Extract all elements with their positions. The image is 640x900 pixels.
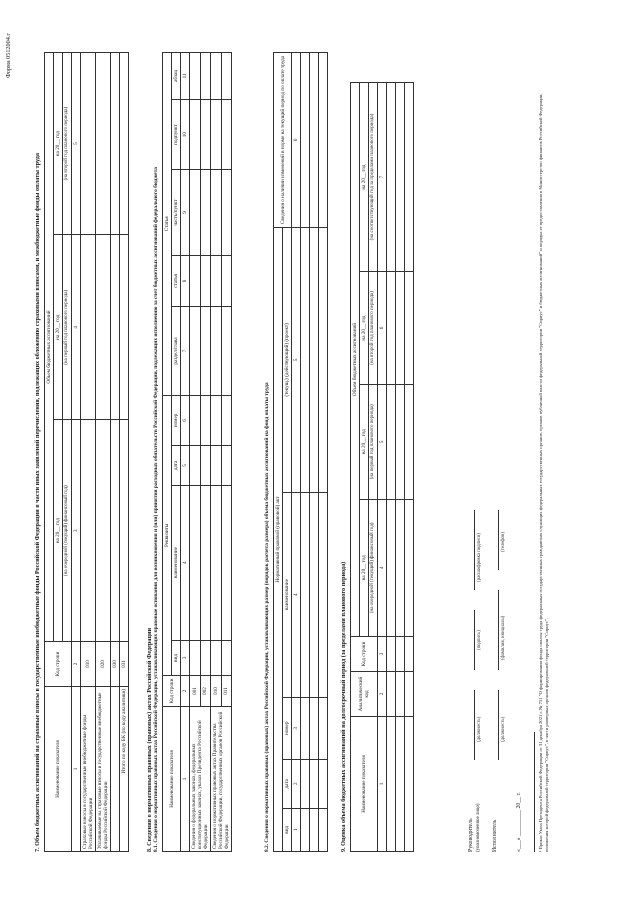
cell [96,53,111,235]
s81-col-name: Наименование показателя [163,707,181,852]
s81-num: 1 [181,707,190,852]
s82-col-vid: вид [283,808,292,851]
cell [111,53,120,235]
s9-col-y4: на 20__ год [360,83,369,272]
table-row [211,53,222,852]
s81-num: 2 [181,676,190,707]
row-name [111,687,120,852]
row-name: Сведения о федеральных законах, федеральных конституционных законах, указах Президента Российской Федерации [190,707,211,852]
s81-col-group: Статья [163,53,172,396]
s82-num: 2 [292,759,301,808]
s9-col-group: Объем бюджетных ассигнований [351,83,360,637]
head-signature-line [474,610,475,670]
s81-col-razdel: раздел/глава [172,307,181,395]
row-code: 001 [190,676,201,707]
s81-col-abzac: абзац [172,53,181,100]
s7-num: 1 [72,687,81,852]
table-row [319,53,328,852]
s9-col-an: Аналитический код [351,672,378,717]
exec-fio-line [498,590,499,670]
row-code: 030 [111,642,120,687]
s7-col-name: Наименование показателя [45,687,72,852]
s9-col-name: Наименование показателя [351,717,378,852]
cell [81,53,96,235]
exec-phone-line [498,510,499,570]
s82-num: 1 [292,808,301,851]
s7-col-y2: на 20__ год [54,235,63,420]
form-code: Форма 0512004.г [5,33,12,78]
row-name: Сведения о нормативных правовых актах Правительства Российской Федерации, государственных органов Российской Федерации [211,707,232,852]
s9-col-y1-sub: (на очередной (текущий) финансовый год) [369,499,378,636]
s82-col-sved: Сведения о наличии изменений в норме на текущий период по оплате труда [274,53,292,228]
s81-num: 9 [181,170,190,255]
footnote: ¹ Приказ Указа Президента Российской Федерации от 31 декабря 2021 г. № 751 "О формировании фонда оплаты труда федеральных государственных гражданских служащих федеральных государственных органов, органов публичной власти федеральной территории "Сириус" и бюджетных ассигнований" и порядка ее предоставления в Министерство финансов Российской Федерации, положения которой федеральной территории "Сириус", в части размерных органов федеральной территории "Сириус". [538,93,549,852]
s82-col-nomer: номер [283,697,292,759]
s81-num: 5 [181,446,190,486]
head-name-line [474,510,475,590]
table-row [310,53,319,852]
s81-num: 10 [181,99,190,169]
row-code: 010 [211,676,222,707]
cell [96,235,111,420]
table-row [81,53,96,852]
cell [120,53,129,235]
row-name: Уплачиваемые на страховые взносы в государственные внебюджетные фонды Российской Федерации [96,687,111,852]
s81-num: 4 [181,485,190,640]
cell [111,235,120,420]
table-row [405,83,414,852]
section-8-title: 8. Сведения о нормативных правовых (правовых) актах Российской Федерации [146,627,153,852]
s82-num: 4 [292,492,301,697]
s9-col-code: Код строки [351,637,378,672]
s82-num: 6 [292,53,301,228]
section-8-2-table [273,52,328,852]
s81-num: 6 [181,395,190,446]
table-row [396,83,405,852]
cell [96,420,111,642]
s81-num: 8 [181,255,190,307]
s9-num: 1 [378,717,387,852]
s82-num: 3 [292,697,301,759]
cell [120,420,129,642]
s7-num: 5 [72,53,81,235]
head-name-caption: (расшифровка подписи) [477,533,482,582]
s7-col-group: Объем бюджетных ассигнований [45,53,54,642]
section-7-title: 7. Объем бюджетных ассигнований на страховые взносы в государственные внебюджетные фонды Российской Федерации в части иных заявлений перечисления, подлежащих обложению страховыми взносами, и межбюджетные фонды оплаты труда [34,153,41,852]
table-row [111,53,120,852]
s9-col-y3: на 20__ год [360,272,369,385]
head-sub: (уполномоченное лицо) [476,803,481,852]
s81-col-data: дата [172,446,181,486]
s82-col-act: Нормативный правовой (правовой) акт [274,228,283,852]
s9-num: 2 [378,672,387,717]
table-row [301,53,310,852]
s82-col-naim: наименование [283,492,292,697]
s81-col-code: Код строки [163,676,181,707]
s82-col-vvod: (текущ.) (действующий) (проект) [283,228,292,493]
row-code: 011 [221,676,232,707]
s81-col-naim: наименование [172,485,181,640]
s82-col-data: дата [283,759,292,808]
cell [81,420,96,642]
s9-num: 4 [378,499,387,636]
exec-position-line [498,690,499,760]
table-row [387,83,396,852]
footnote-separator [534,732,535,852]
table-row [120,53,129,852]
section-7-table [44,52,129,852]
cell [120,235,129,420]
s9-num: 6 [378,272,387,385]
s81-col-statya: статья [172,255,181,307]
table-row [190,53,201,852]
table-row [96,53,111,852]
s7-col-code: Код строки [45,642,72,687]
s9-col-y4-sub: (на соответствующий год за пределами планового периода) [369,83,378,272]
s9-num: 3 [378,637,387,672]
head-label: Руководитель [468,818,474,852]
date-line: «___» _________ 20__ г. [516,792,522,852]
s81-col-req: Реквизиты [163,395,172,675]
exec-position-caption: (должность) [501,716,506,742]
row-name: Итого по коду БК (по коду аналитики) [120,687,129,852]
section-8-2-title: 8.2. Сведения о нормативных правовых (правовых) актах Российской Федерации, устанавливающих размер (порядок расчета размера) объема бюджетных ассигнований на фонд оплаты труда [264,382,270,852]
row-name: Страховые взносы в государственные внебюджетные фонды Российской Федерации [81,687,96,852]
s81-num: 7 [181,307,190,395]
s7-col-y1: на 20__ год [54,420,63,642]
s9-col-y2-sub: (на первый год планового периода) [369,384,378,499]
cell [81,235,96,420]
s81-num: 11 [181,53,190,100]
s7-col-y2-sub: (на первый год планового периода) [63,235,72,420]
section-8-1-title: 8.1. Сведения о нормативных правовых актах Российской Федерации, устанавливающих правовые основания для возникновения и (или) принятия расходных обязательств Российской Федерации, подлежащих исполнению за счет бюджетных ассигнований федерального бюджета [153,167,159,852]
s9-num: 7 [378,83,387,272]
s9-num: 5 [378,384,387,499]
s81-col-chast: часть/пункт [172,170,181,255]
exec-label: Исполнитель [492,819,498,852]
s81-col-nomer: номер [172,395,181,446]
s7-col-y3: на 20__ год [54,53,63,235]
row-code: 031 [120,642,129,687]
exec-phone-caption: (телефон) [501,531,506,552]
head-signature-caption: (подпись) [477,630,482,650]
row-code: 020 [96,642,111,687]
s81-num: 3 [181,640,190,675]
exec-fio-caption: (фамилия, инициалы) [501,615,506,660]
s7-col-y3-sub: (на второй год планового периода) [63,53,72,235]
s7-num: 4 [72,235,81,420]
head-position-line [474,690,475,760]
s9-col-y3-sub: (на второй год планового периода) [369,272,378,385]
s7-num: 2 [72,642,81,687]
section-8-1-table [162,52,232,852]
s9-col-y2: на 20__ год [360,384,369,499]
cell [111,420,120,642]
head-position-caption: (должность) [477,716,482,742]
row-code: 002 [200,676,211,707]
s81-col-vid: вид [172,640,181,675]
s7-col-y1-sub: (на очередной (текущий) финансовый год) [63,420,72,642]
section-9-table [350,82,414,852]
s7-num: 3 [72,420,81,642]
s81-col-podpunkt: подпункт [172,99,181,169]
section-9-title: 9. Оценка объема бюджетных ассигнований на долгосрочный период (за пределами планового периода) [340,561,347,852]
row-code: 010 [81,642,96,687]
s9-col-y1: на 20__ год [360,499,369,636]
s82-num: 5 [292,228,301,493]
